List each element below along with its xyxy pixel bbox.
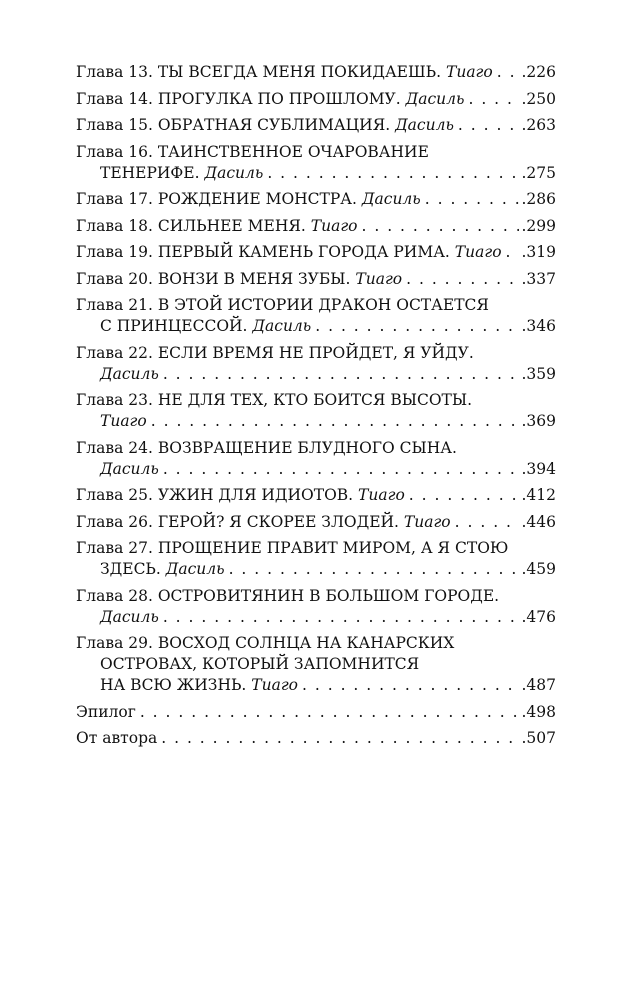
dot-leader — [151, 411, 520, 432]
toc-entry-text — [100, 559, 225, 580]
chapter-narrator: Дасиль — [100, 364, 159, 383]
toc-entry-text — [100, 654, 419, 675]
chapter-narrator: Дасиль — [100, 459, 159, 478]
page-number: .299 — [521, 216, 556, 235]
toc-entry-line — [76, 728, 556, 749]
toc-entry[interactable] — [76, 512, 556, 533]
chapter-title: ОБРАТНАЯ СУБЛИМАЦИЯ. — [157, 116, 391, 134]
toc-entry-text — [76, 269, 402, 290]
table-of-contents — [76, 62, 556, 755]
toc-entry-line — [76, 390, 556, 411]
chapter-title: НЕ ДЛЯ ТЕХ, КТО БОИТСЯ ВЫСОТЫ. — [157, 391, 473, 409]
page-number: .319 — [521, 243, 556, 261]
toc-entry-line — [76, 295, 556, 316]
toc-entry-text — [76, 295, 489, 316]
dot-leader — [409, 485, 520, 506]
toc-entry-text — [76, 89, 464, 110]
toc-entry[interactable] — [76, 343, 556, 385]
chapter-label: Глава 20. — [76, 269, 153, 288]
chapter-label: Глава 28. — [76, 586, 153, 605]
chapter-label: Глава 16. — [76, 142, 153, 161]
chapter-label: Глава 24. — [76, 438, 153, 457]
chapter-label: Глава 27. — [76, 539, 153, 557]
dot-leader — [140, 702, 520, 723]
toc-entry[interactable] — [76, 89, 556, 110]
chapter-label: Глава 22. — [76, 343, 153, 362]
chapter-narrator: Дасиль — [395, 116, 454, 134]
chapter-title: ВОСХОД СОЛНЦА НА КАНАРСКИХ — [157, 634, 455, 652]
toc-entry-line — [76, 142, 556, 163]
chapter-title: ГЕРОЙ? Я СКОРЕЕ ЗЛОДЕЙ. — [157, 512, 399, 531]
page-number: .346 — [521, 317, 556, 335]
toc-entry-text — [76, 216, 358, 237]
toc-entry-line — [76, 485, 556, 506]
toc-entry[interactable] — [76, 728, 556, 749]
dot-leader — [163, 364, 520, 385]
chapter-title: ВОЗВРАЩЕНИЕ БЛУДНОГО СЫНА. — [157, 438, 457, 457]
dot-leader — [229, 559, 520, 580]
chapter-label: Глава 21. — [76, 296, 153, 314]
chapter-title: ПЕРВЫЙ КАМЕНЬ ГОРОДА РИМА. — [157, 243, 450, 261]
dot-leader — [458, 115, 520, 136]
chapter-label: Глава 23. — [76, 391, 153, 409]
toc-entry[interactable] — [76, 390, 556, 432]
toc-entry-text — [100, 607, 159, 628]
page-number: .226 — [521, 63, 556, 81]
chapter-label: Глава 17. — [76, 190, 153, 208]
toc-entry-text — [76, 633, 454, 654]
chapter-narrator: Тиаго — [310, 216, 358, 235]
toc-entry-line — [76, 586, 556, 607]
chapter-narrator: Тиаго — [403, 512, 451, 531]
toc-entry-text — [76, 485, 405, 506]
chapter-narrator: Тиаго — [251, 676, 299, 694]
toc-entry-line — [76, 316, 556, 337]
toc-entry-text — [100, 459, 159, 480]
page-number: .446 — [521, 512, 556, 531]
chapter-narrator: Тиаго — [358, 486, 405, 504]
toc-entry-text — [76, 512, 451, 533]
toc-entry-text — [100, 411, 147, 432]
toc-entry[interactable] — [76, 62, 556, 83]
toc-entry[interactable] — [76, 438, 556, 480]
toc-entry-line — [76, 242, 556, 263]
dot-leader — [362, 216, 520, 237]
chapter-title: В ЭТОЙ ИСТОРИИ ДРАКОН ОСТАЕТСЯ — [157, 296, 489, 314]
toc-entry-text — [76, 189, 421, 210]
toc-entry-text — [76, 586, 499, 607]
chapter-title: ПРОГУЛКА ПО ПРОШЛОМУ. — [157, 89, 401, 108]
toc-entry-line — [76, 411, 556, 432]
chapter-narrator: Дасиль — [252, 317, 312, 335]
chapter-label: Глава 25. — [76, 486, 153, 504]
chapter-label: Глава 18. — [76, 216, 153, 235]
toc-entry-line — [76, 438, 556, 459]
dot-leader — [302, 675, 519, 696]
toc-entry-text — [100, 675, 298, 696]
toc-entry-text — [76, 438, 457, 459]
chapter-title: ТЕНЕРИФЕ. — [100, 163, 200, 182]
chapter-narrator: Дасиль — [204, 163, 264, 182]
toc-entry-text — [76, 115, 454, 136]
toc-entry-text — [76, 343, 474, 364]
toc-entry-text — [100, 364, 159, 385]
chapter-title: С ПРИНЦЕССОЙ. — [100, 317, 248, 335]
toc-entry[interactable] — [76, 702, 556, 723]
chapter-title: ЗДЕСЬ. — [100, 560, 161, 578]
page-number: .369 — [521, 412, 556, 430]
chapter-label: Глава 29. — [76, 634, 153, 652]
page-number: .275 — [521, 163, 556, 182]
toc-entry[interactable] — [76, 586, 556, 628]
toc-entry-line — [76, 538, 556, 559]
dot-leader — [425, 189, 520, 210]
toc-entry-line — [76, 512, 556, 533]
chapter-narrator: Дасиль — [100, 607, 159, 626]
toc-entry-line — [76, 675, 556, 696]
toc-entry-line — [76, 189, 556, 210]
toc-entry-text — [76, 728, 157, 749]
page-number: .487 — [521, 676, 556, 694]
toc-entry[interactable] — [76, 115, 556, 136]
toc-entry-text — [76, 538, 508, 559]
chapter-narrator: Дасиль — [405, 89, 465, 108]
dot-leader — [163, 607, 520, 628]
page-number: .286 — [521, 190, 556, 208]
toc-entry-line — [76, 115, 556, 136]
toc-entry[interactable] — [76, 485, 556, 506]
chapter-title: ТЫ ВСЕГДА МЕНЯ ПОКИДАЕШЬ. — [157, 63, 442, 81]
toc-entry-line — [76, 559, 556, 580]
toc-entry-line — [76, 343, 556, 364]
dot-leader — [267, 163, 519, 184]
chapter-label: Глава 26. — [76, 512, 153, 531]
dot-leader — [406, 269, 519, 290]
page-number: .412 — [521, 486, 556, 504]
toc-entry-line — [76, 654, 556, 675]
chapter-title: РОЖДЕНИЕ МОНСТРА. — [157, 190, 357, 208]
toc-entry-line — [76, 364, 556, 385]
toc-entry[interactable] — [76, 216, 556, 237]
chapter-title: ОСТРОВАХ, КОТОРЫЙ ЗАПОМНИТСЯ — [100, 655, 420, 673]
toc-entry-line — [76, 216, 556, 237]
toc-entry[interactable] — [76, 538, 556, 580]
dot-leader — [455, 512, 520, 533]
chapter-label: Глава 14. — [76, 89, 153, 108]
toc-entry-text — [76, 702, 136, 723]
chapter-label: Глава 13. — [76, 63, 153, 81]
chapter-narrator: Дасиль — [361, 190, 421, 208]
toc-entry-line — [76, 89, 556, 110]
toc-entry-line — [76, 62, 556, 83]
chapter-title: ПРОЩЕНИЕ ПРАВИТ МИРОМ, А Я СТОЮ — [157, 539, 509, 557]
toc-entry-text — [100, 163, 263, 184]
toc-entry-line — [76, 607, 556, 628]
toc-entry-line — [76, 633, 556, 654]
page-number: .394 — [521, 459, 556, 478]
chapter-narrator: Дасиль — [165, 560, 225, 578]
dot-leader — [161, 728, 519, 749]
chapter-title: ОСТРОВИТЯНИН В БОЛЬШОМ ГОРОДЕ. — [157, 586, 500, 605]
chapter-title: ТАИНСТВЕННОЕ ОЧАРОВАНИЕ — [157, 142, 429, 161]
toc-entry-text — [76, 390, 472, 411]
page-number: .359 — [521, 364, 556, 383]
dot-leader — [497, 62, 520, 83]
dot-leader — [468, 89, 519, 110]
chapter-title: СИЛЬНЕЕ МЕНЯ. — [157, 216, 306, 235]
chapter-narrator: Тиаго — [454, 243, 502, 261]
toc-entry-text — [76, 62, 493, 83]
toc-entry-line — [76, 702, 556, 723]
toc-entry-line — [76, 269, 556, 290]
chapter-narrator: Тиаго — [355, 269, 403, 288]
dot-leader — [315, 316, 519, 337]
toc-entry-line — [76, 459, 556, 480]
chapter-label: Эпилог — [76, 702, 136, 721]
chapter-title: ВОНЗИ В МЕНЯ ЗУБЫ. — [157, 269, 351, 288]
dot-leader — [506, 242, 520, 263]
toc-entry[interactable] — [76, 189, 556, 210]
toc-entry[interactable] — [76, 269, 556, 290]
toc-entry-text — [76, 142, 429, 163]
dot-leader — [163, 459, 520, 480]
toc-entry-text — [100, 316, 311, 337]
toc-entry[interactable] — [76, 242, 556, 263]
page-number: .459 — [521, 560, 556, 578]
chapter-label: Глава 19. — [76, 243, 153, 261]
page-number: .250 — [521, 89, 556, 108]
chapter-title: НА ВСЮ ЖИЗНЬ. — [100, 676, 247, 694]
chapter-narrator: Тиаго — [446, 63, 493, 81]
toc-entry[interactable] — [76, 295, 556, 337]
page-number: .337 — [521, 269, 556, 288]
chapter-label: Глава 15. — [76, 116, 153, 134]
chapter-narrator: Тиаго — [100, 412, 147, 430]
toc-entry[interactable] — [76, 633, 556, 696]
toc-entry[interactable] — [76, 142, 556, 184]
chapter-label: От автора — [76, 729, 158, 747]
page-number: .498 — [521, 702, 556, 721]
page-number: .263 — [521, 116, 556, 134]
page-number: .507 — [521, 729, 556, 747]
chapter-title: ЕСЛИ ВРЕМЯ НЕ ПРОЙДЕТ, Я УЙДУ. — [157, 343, 474, 362]
chapter-title: УЖИН ДЛЯ ИДИОТОВ. — [157, 486, 354, 504]
toc-entry-text — [76, 242, 502, 263]
toc-entry-line — [76, 163, 556, 184]
page-number: .476 — [521, 607, 556, 626]
